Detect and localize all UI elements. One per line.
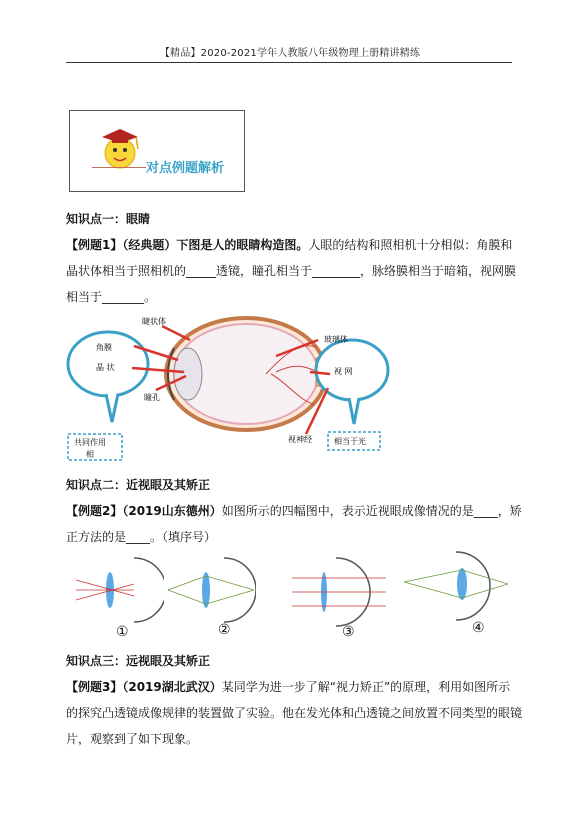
eye-structure-figure [66, 312, 406, 462]
ex1-line3: 相当于_______。 [66, 290, 157, 304]
header-rule [66, 62, 512, 63]
equiv-light-label: 相当于光 [334, 437, 366, 446]
ex3-line3: 片，观察到了如下现象。 [66, 732, 199, 746]
figure-number-1: ① [116, 624, 129, 640]
lens-figure-3 [290, 554, 390, 630]
figure-number-2: ② [218, 622, 231, 638]
lens-shape [174, 348, 202, 400]
optic-nerve-label: 视神经 [288, 435, 312, 444]
common-role-label-2: 相 [86, 450, 94, 459]
ex3-line2: 的探究凸透镜成像规律的装置做了实验。他在发光体和凸透镜之间放置不同类型的眼镜 [66, 706, 523, 720]
cornea-label: 角膜 [96, 343, 112, 352]
common-role-label: 共同作用 [74, 438, 106, 447]
vitreous-label: 玻璃体 [324, 335, 348, 344]
banner-title: 对点例题解析 [146, 161, 225, 176]
k3-title: 知识点三：远视眼及其矫正 [66, 654, 211, 668]
page-header: 【精品】2020-2021学年人教版八年级物理上册精讲精练 [159, 48, 421, 59]
k2-title: 知识点二：近视眼及其矫正 [66, 478, 211, 492]
lens-label: 晶 状 [96, 363, 115, 372]
ciliary-label: 睫状体 [142, 317, 166, 326]
lens-figure-4 [402, 548, 512, 624]
ex3-label: 【例题3】（2019湖北武汉） [66, 680, 222, 694]
left-bubble-tail [106, 394, 118, 422]
ex2-line2: 正方法的是____。（填序号） [66, 530, 217, 544]
section-banner [69, 110, 245, 192]
ex1-label: 【例题1】（经典题）下图是人的眼睛构造图。 [66, 238, 309, 252]
figure-number-4: ④ [472, 620, 485, 636]
k1-title: 知识点一：眼睛 [66, 212, 151, 226]
ex2-line1 [66, 504, 522, 518]
lens-figure-1 [74, 554, 164, 626]
retina-label: 视 网 [334, 367, 353, 376]
eye-diagram-svg [66, 312, 406, 462]
ex1-text: 人眼的结构和照相机十分相似：角膜和 [308, 238, 513, 252]
pupil-label: 瞳孔 [144, 393, 160, 402]
right-bubble-tail [349, 398, 359, 424]
figure-number-3: ③ [342, 624, 355, 640]
banner-underline [92, 167, 146, 168]
lens-figure-2 [166, 554, 256, 626]
ex2-text: 如图所示的四幅图中，表示近视眼成像情况的是____，矫 [221, 504, 522, 518]
ex3-text: 某同学为进一步了解“视力矫正”的原理，利用如图所示 [221, 680, 511, 694]
ex3-line1 [66, 680, 510, 694]
ex2-label: 【例题2】（2019山东德州） [66, 504, 222, 518]
mascot-graduate-icon [92, 119, 152, 179]
ex1-line1 [66, 238, 512, 252]
ex1-line2: 晶状体相当于照相机的_____透镜，瞳孔相当于________，脉络膜相当于暗箱，视网膜 [66, 264, 517, 278]
